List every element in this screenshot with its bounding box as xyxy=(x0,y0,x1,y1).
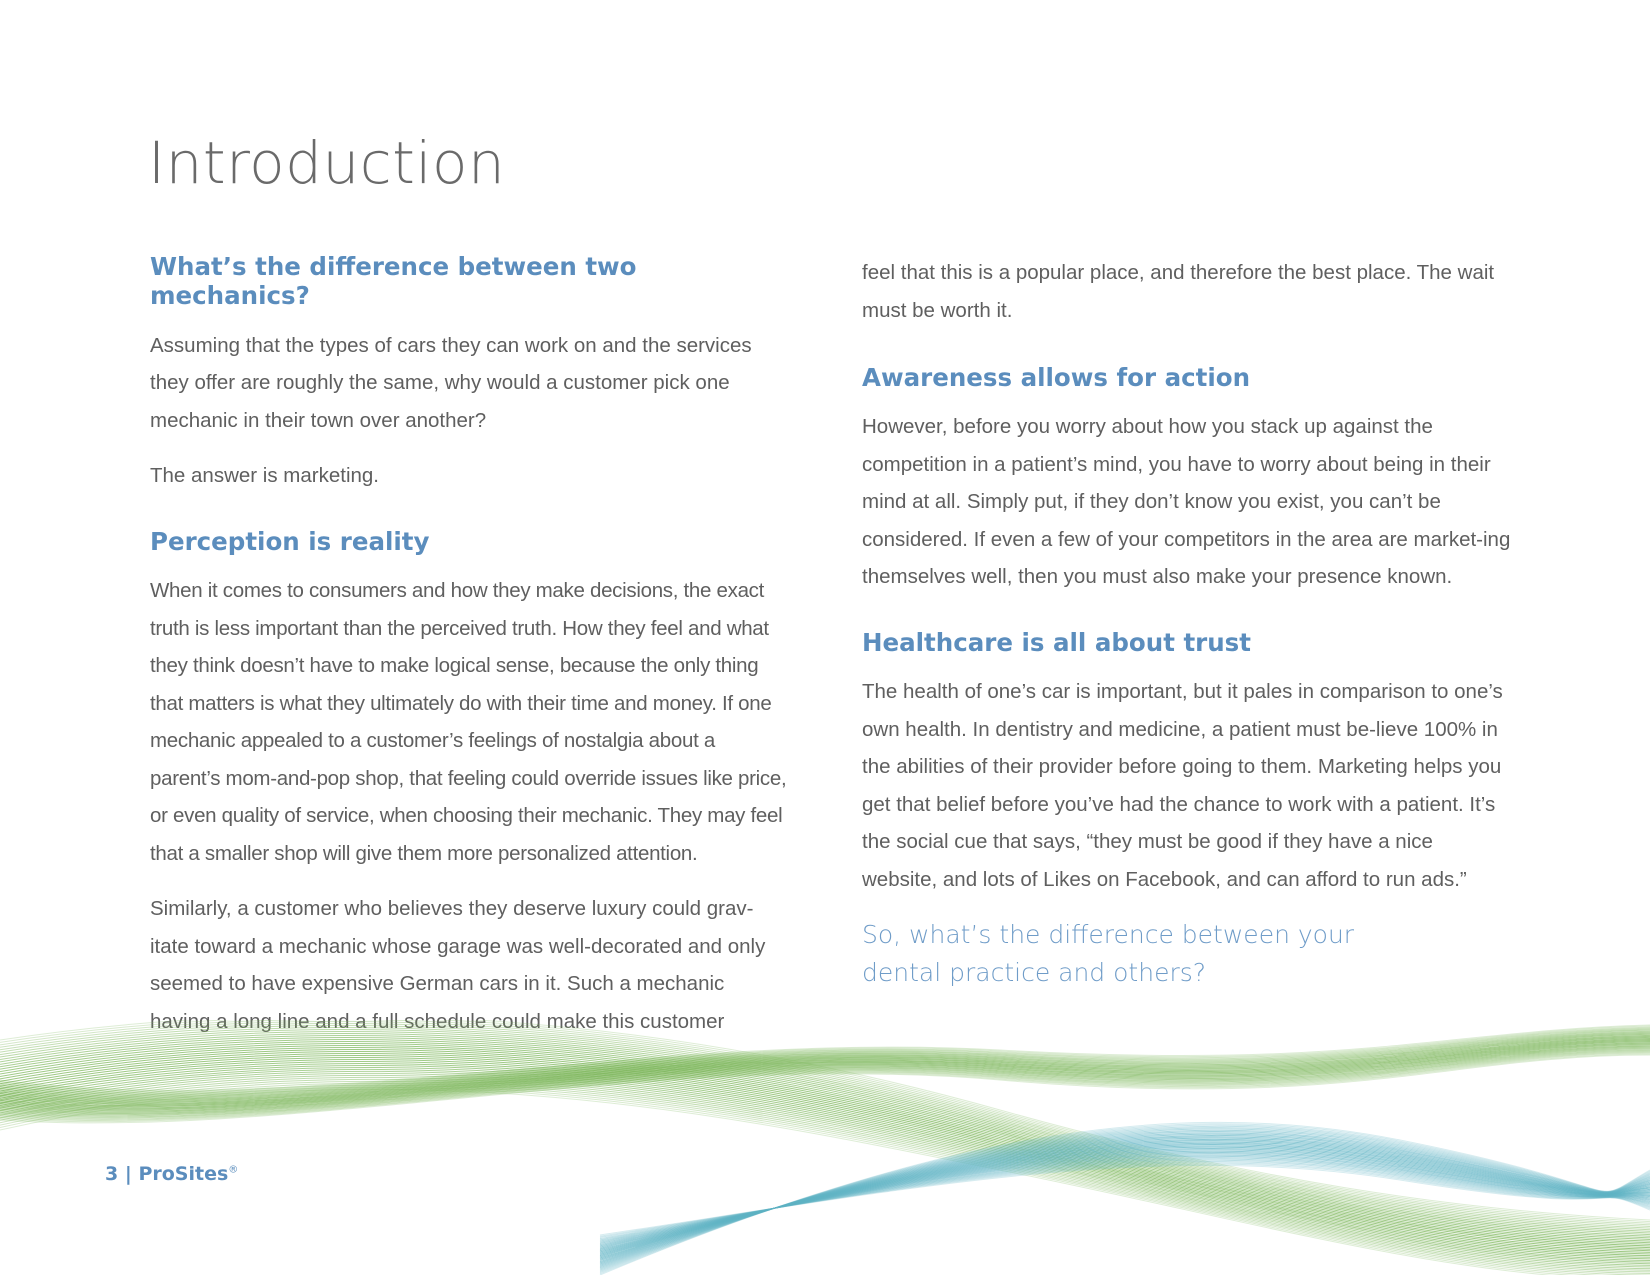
paragraph-answer: The answer is marketing. xyxy=(150,464,380,488)
paragraph-awareness: However, before you worry about how you stack up against the competition in a patient’s mind, you have to worry about being in their mind at all. Simply put, if they don’t know you exist, you can’t be considered. If even a few of your competitors in the area are market-ing themselves well, then you must also make your presence known. xyxy=(862,415,1511,589)
left-column xyxy=(150,252,790,1058)
footer-page-label xyxy=(105,1163,238,1185)
page-number: 3 xyxy=(105,1163,119,1185)
registered-mark: ® xyxy=(228,1164,239,1176)
heading-healthcare: Healthcare is all about trust xyxy=(862,627,1251,657)
right-column xyxy=(862,254,1512,992)
decorative-wave-graphic xyxy=(0,1020,1650,1275)
brand-name: ProSites xyxy=(138,1163,229,1185)
heading-awareness: Awareness allows for action xyxy=(862,363,1251,392)
paragraph-continued: feel that this is a popular place, and therefore the best place. The wait must be worth it. xyxy=(862,261,1495,322)
callout-question: So, what’s the difference between your dental practice and others? xyxy=(862,920,1355,988)
paragraph-healthcare: The health of one’s car is important, but it pales in comparison to one’s own health. In dentistry and medicine, a patient must be-lieve 100% in the abilities of their provider before going to them. Marketing helps you get that belief before you’ve had the chance to work with a patient. It’s the social cue that says, “they must be good if they have a nice website, and lots of Likes on Facebook, and can afford to run ads.” xyxy=(862,680,1503,891)
paragraph-two-mechanics: Assuming that the types of cars they can work on and the services they offer are roughly the same, why would a customer pick one mechanic in their town over another? xyxy=(150,333,752,432)
paragraph-perception: When it comes to consumers and how they make decisions, the exact truth is less important than the perceived truth. How they feel and what they think doesn’t have to make logical sense, because the only thing that matters is what they ultimately do with their time and money. If one mechanic appealed to a customer’s feelings of nostalgia about a parent’s mom-and-pop shop, that feeling could override issues like price, or even quality of service, when choosing their mechanic. They may feel that a smaller shop will give them more personalized attention. xyxy=(150,579,787,865)
paragraph-similarly: Similarly, a customer who believes they deserve luxury could grav-itate toward a mechanic whose garage was well-decorated and only seemed to have expensive German cars in it. Such a mechanic having a long line and a full schedule could make this customer xyxy=(150,897,766,1033)
heading-perception: Perception is reality xyxy=(150,526,430,556)
footer-separator: | xyxy=(124,1163,132,1185)
heading-two-mechanics: What’s the difference between two mechanics? xyxy=(150,252,637,311)
page-title: Introduction xyxy=(148,129,506,197)
